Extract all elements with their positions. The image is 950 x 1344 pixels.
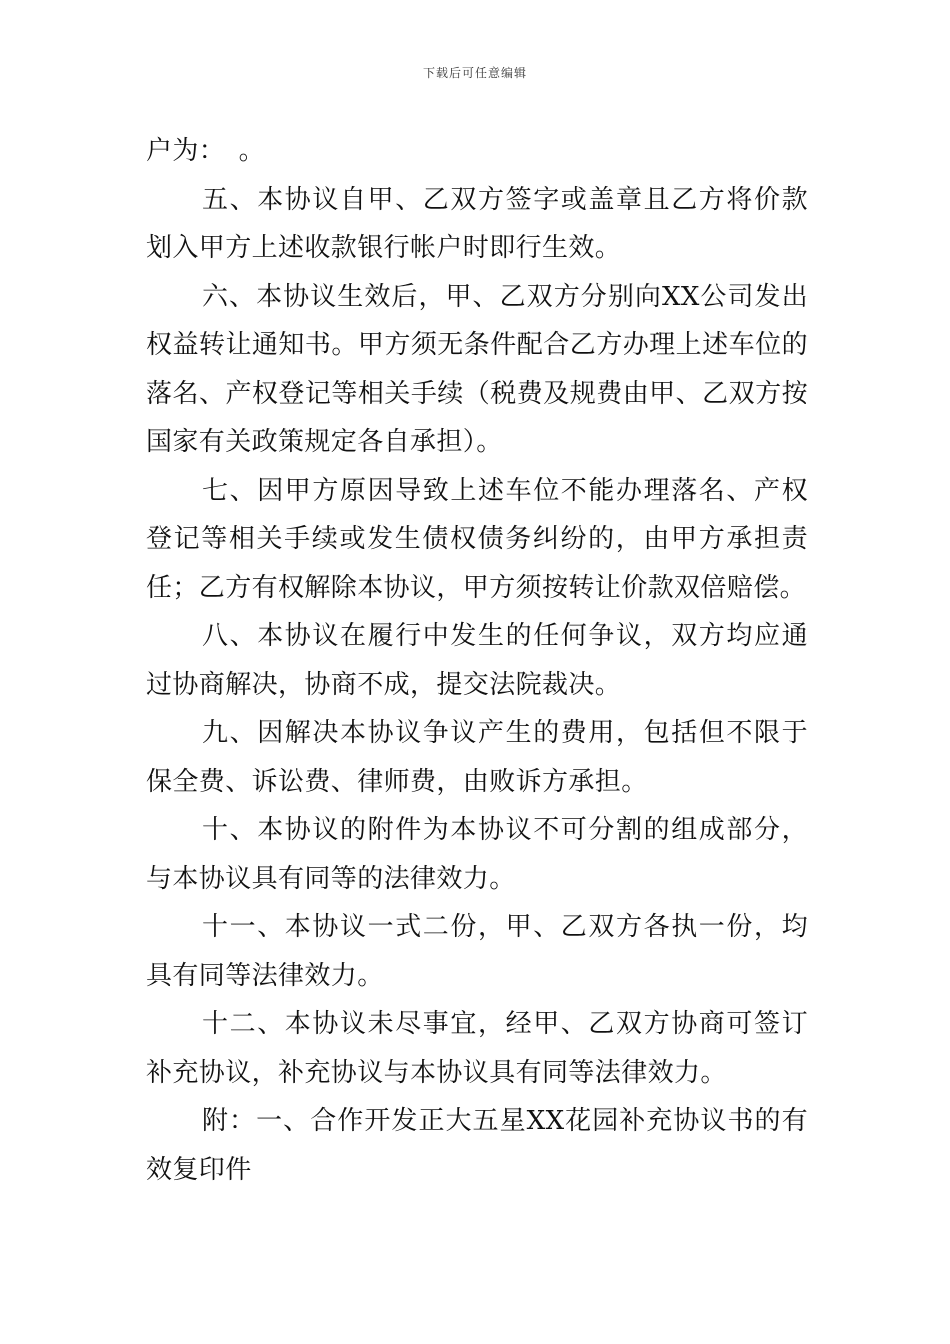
paragraph-clause-6: 六、本协议生效后，甲、乙双方分别向XX公司发出权益转让通知书。甲方须无条件配合乙方办理上述车位的落名、产权登记等相关手续（税费及规费由甲、乙双方按国家有关政策规定各自承担）。 xyxy=(146,281,808,457)
paragraph-clause-7: 七、因甲方原因导致上述车位不能办理落名、产权登记等相关手续或发生债权债务纠纷的，由甲方承担责任；乙方有权解除本协议，甲方须按转让价款双倍赔偿。 xyxy=(146,475,808,603)
paragraph-account-continuation: 户为： 。 xyxy=(146,136,266,166)
paragraph-clause-8: 八、本协议在履行中发生的任何争议，双方均应通过协商解决，协商不成，提交法院裁决。 xyxy=(146,621,808,700)
paragraph-clause-5: 五、本协议自甲、乙双方签字或盖章且乙方将价款划入甲方上述收款银行帐户时即行生效。 xyxy=(146,184,808,263)
paragraph-attachment: 附：一、合作开发正大五星XX花园补充协议书的有效复印件 xyxy=(146,1106,808,1185)
paragraph-clause-11: 十一、本协议一式二份，甲、乙双方各执一份，均具有同等法律效力。 xyxy=(146,912,808,991)
document-body xyxy=(146,127,808,1194)
paragraph-clause-10: 十、本协议的附件为本协议不可分割的组成部分，与本协议具有同等的法律效力。 xyxy=(146,815,808,894)
paragraph-clause-12: 十二、本协议未尽事宜，经甲、乙双方协商可签订补充协议，补充协议与本协议具有同等法律效力。 xyxy=(146,1009,808,1088)
header-note: 下载后可任意编辑 xyxy=(422,66,527,80)
paragraph-clause-9: 九、因解决本协议争议产生的费用，包括但不限于保全费、诉讼费、律师费，由败诉方承担。 xyxy=(146,718,808,797)
